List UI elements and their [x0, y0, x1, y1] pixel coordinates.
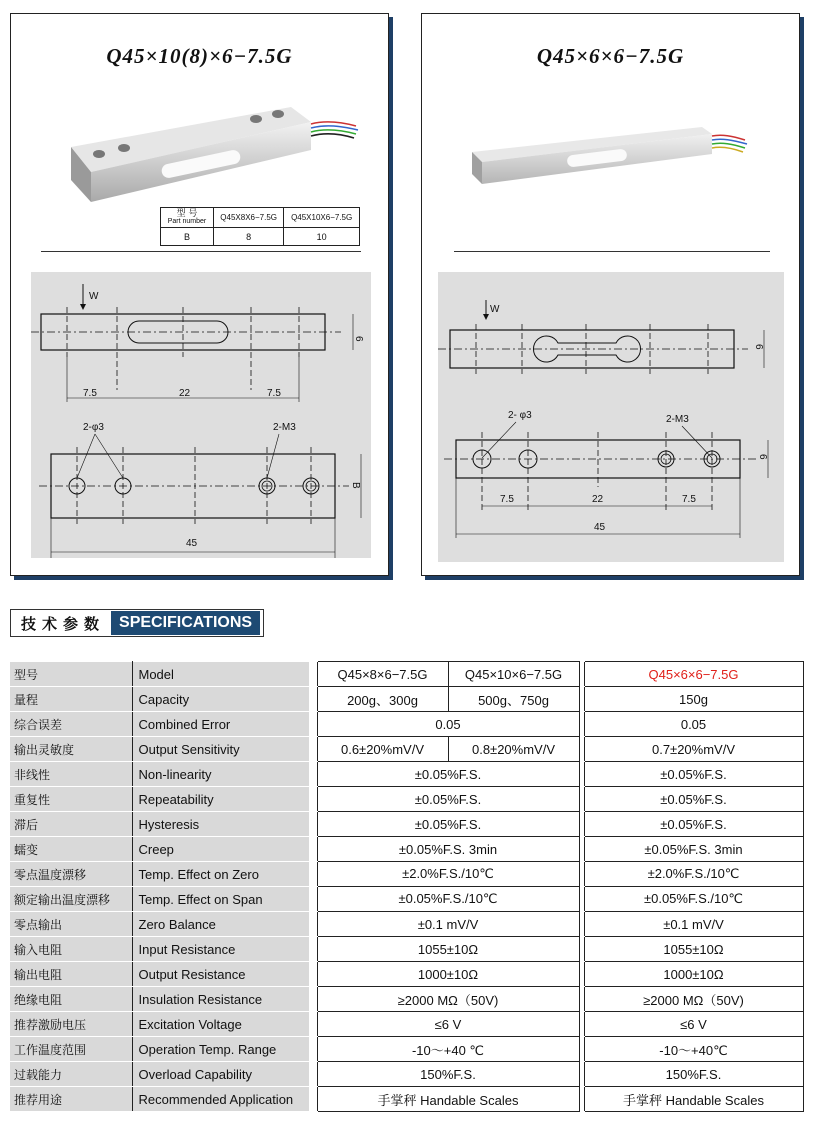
spec-row: [10, 812, 803, 837]
part-number-table: [160, 207, 360, 246]
spec-label-cn: 零点输出: [10, 912, 132, 937]
spec-label-cn: 输入电阻: [10, 937, 132, 962]
model-8-cell: Q45X8X6−7.5G: [214, 208, 284, 228]
right-panel-title: Q45×6×6−7.5G: [536, 44, 685, 68]
spec-label-en: Creep: [132, 837, 309, 862]
spec-value-q45x6: ±0.05%F.S.: [584, 787, 803, 812]
load-cell-photo-small: [467, 122, 767, 202]
spec-label-cn: 输出电阻: [10, 962, 132, 987]
spec-value-q45x8-q45x10: ±2.0%F.S./10℃: [317, 862, 579, 887]
spec-gap: [309, 887, 317, 912]
dim-7-5-left: 7.5: [83, 388, 97, 399]
spec-value-q45x6: -10～+40℃: [584, 1037, 803, 1062]
spec-gap: [309, 787, 317, 812]
dim-width-b: B: [350, 482, 361, 489]
spec-value-q45x8-q45x10: -10～+40 ℃: [317, 1037, 579, 1062]
spec-value-q45x6: ±0.1 mV/V: [584, 912, 803, 937]
spec-gap: [309, 687, 317, 712]
spec-value-q45x10: 500g、750g: [448, 687, 579, 712]
b-value-10: 10: [284, 228, 360, 246]
spec-label-en: Operation Temp. Range: [132, 1037, 309, 1062]
spec-label-cn: 蠕变: [10, 837, 132, 862]
spec-value-q45x10: 0.8±20%mV/V: [448, 737, 579, 762]
part-number-header: 型 号 Part number: [161, 208, 214, 228]
spec-value-q45x8-q45x10: ≥2000 MΩ（50V): [317, 987, 579, 1012]
spec-gap: [309, 762, 317, 787]
spec-label-cn: 量程: [10, 687, 132, 712]
spec-label-en: Zero Balance: [132, 912, 309, 937]
spec-row: [10, 912, 803, 937]
spec-row: [10, 1012, 803, 1037]
spec-label-en: Non-linearity: [132, 762, 309, 787]
spec-label-en: Output Sensitivity: [132, 737, 309, 762]
spec-label-en: Insulation Resistance: [132, 987, 309, 1012]
spec-label-en: Hysteresis: [132, 812, 309, 837]
spec-gap: [309, 862, 317, 887]
spec-label-cn: 综合误差: [10, 712, 132, 737]
spec-value-q45x6: Q45×6×6−7.5G: [584, 662, 803, 687]
dim-7-5-left-right: 7.5: [500, 494, 514, 505]
divider-line: [41, 251, 361, 252]
spec-label-cn: 重复性: [10, 787, 132, 812]
dim-height-right: 6: [753, 344, 764, 350]
spec-label-cn: 推荐激励电压: [10, 1012, 132, 1037]
dim-length: 45: [186, 538, 198, 549]
spec-value-q45x6: 0.7±20%mV/V: [584, 737, 803, 762]
spec-value-q45x6: 0.05: [584, 712, 803, 737]
spec-row: [10, 762, 803, 787]
spec-value-q45x8: Q45×8×6−7.5G: [317, 662, 448, 687]
thread-label-right: 2-M3: [666, 414, 689, 425]
spec-value-q45x6: ±0.05%F.S. 3min: [584, 837, 803, 862]
load-label-right: W: [490, 304, 500, 315]
spec-value-q45x8-q45x10: ±0.05%F.S./10℃: [317, 887, 579, 912]
spec-gap: [309, 962, 317, 987]
b-value-8: 8: [214, 228, 284, 246]
spec-value-q45x8-q45x10: ±0.05%F.S.: [317, 812, 579, 837]
spec-value-q45x8-q45x10: ±0.05%F.S.: [317, 762, 579, 787]
spec-label-en: Overload Capability: [132, 1062, 309, 1087]
spec-label-en: Combined Error: [132, 712, 309, 737]
left-panel-title: Q45×10(8)×6−7.5G: [106, 44, 293, 68]
spec-label-en: Capacity: [132, 687, 309, 712]
spec-value-q45x6: 手掌秤 Handable Scales: [584, 1087, 803, 1112]
spec-label-en: Output Resistance: [132, 962, 309, 987]
spec-gap: [309, 912, 317, 937]
spec-gap: [309, 1012, 317, 1037]
spec-row: [10, 987, 803, 1012]
spec-value-q45x6: 150%F.S.: [584, 1062, 803, 1087]
spec-value-q45x6: ±0.05%F.S.: [584, 762, 803, 787]
spec-value-q45x6: 150g: [584, 687, 803, 712]
spec-label-en: Input Resistance: [132, 937, 309, 962]
left-dimension-drawing: [31, 272, 371, 558]
spec-value-q45x10: Q45×10×6−7.5G: [448, 662, 579, 687]
spec-value-q45x6: ≥2000 MΩ（50V): [584, 987, 803, 1012]
spec-value-q45x6: 1000±10Ω: [584, 962, 803, 987]
model-10-cell: Q45X10X6−7.5G: [284, 208, 360, 228]
spec-value-q45x8-q45x10: 1000±10Ω: [317, 962, 579, 987]
b-label-cell: B: [161, 228, 214, 246]
spec-value-q45x6: ±0.05%F.S.: [584, 812, 803, 837]
specifications-table: [10, 661, 804, 1112]
spec-value-q45x6: ±2.0%F.S./10℃: [584, 862, 803, 887]
spec-gap: [309, 1087, 317, 1112]
spec-row: [10, 887, 803, 912]
spec-row: [10, 787, 803, 812]
spec-label-cn: 零点温度漂移: [10, 862, 132, 887]
spec-value-q45x8-q45x10: ±0.05%F.S.: [317, 787, 579, 812]
spec-value-q45x8-q45x10: ±0.1 mV/V: [317, 912, 579, 937]
load-cell-photo: [66, 102, 366, 202]
spec-row: [10, 1037, 803, 1062]
dim-width-right: 6: [757, 454, 768, 460]
spec-label-en: Repeatability: [132, 787, 309, 812]
spec-row: [10, 662, 803, 687]
spec-row: [10, 837, 803, 862]
spec-gap: [309, 837, 317, 862]
spec-label-en: Excitation Voltage: [132, 1012, 309, 1037]
spec-gap: [309, 1062, 317, 1087]
dim-22-right: 22: [592, 494, 604, 505]
dim-length-right: 45: [594, 522, 606, 533]
spec-label-en: Temp. Effect on Zero: [132, 862, 309, 887]
spec-value-q45x8-q45x10: ±0.05%F.S. 3min: [317, 837, 579, 862]
dim-7-5-right: 7.5: [267, 388, 281, 399]
right-dimension-drawing: [438, 272, 784, 562]
spec-label-cn: 工作温度范围: [10, 1037, 132, 1062]
spec-label-en: Temp. Effect on Span: [132, 887, 309, 912]
spec-label-en: Model: [132, 662, 309, 687]
spec-label-en: Recommended Application: [132, 1087, 309, 1112]
spec-gap: [309, 737, 317, 762]
load-label: W: [89, 291, 99, 302]
dim-22: 22: [179, 388, 191, 399]
divider-line-right: [454, 251, 770, 252]
spec-label-cn: 绝缘电阻: [10, 987, 132, 1012]
hole-label: 2-φ3: [83, 422, 104, 433]
spec-label-cn: 输出灵敏度: [10, 737, 132, 762]
spec-label-cn: 滞后: [10, 812, 132, 837]
spec-row: [10, 712, 803, 737]
spec-value-q45x8: 0.6±20%mV/V: [317, 737, 448, 762]
spec-row: [10, 937, 803, 962]
spec-value-q45x8: 200g、300g: [317, 687, 448, 712]
spec-title-en: SPECIFICATIONS: [111, 611, 260, 635]
spec-value-q45x8-q45x10: ≤6 V: [317, 1012, 579, 1037]
spec-gap: [309, 662, 317, 687]
spec-row: [10, 862, 803, 887]
spec-row: [10, 1087, 803, 1112]
spec-gap: [309, 712, 317, 737]
spec-value-q45x8-q45x10: 0.05: [317, 712, 579, 737]
spec-value-q45x8-q45x10: 手掌秤 Handable Scales: [317, 1087, 579, 1112]
dim-height: 6: [353, 336, 364, 342]
spec-title-cn: 技术参数: [21, 614, 106, 633]
spec-label-cn: 推荐用途: [10, 1087, 132, 1112]
spec-row: [10, 737, 803, 762]
spec-label-cn: 非线性: [10, 762, 132, 787]
spec-gap: [309, 937, 317, 962]
left-product-panel: [10, 13, 389, 576]
spec-label-cn: 过载能力: [10, 1062, 132, 1087]
spec-value-q45x8-q45x10: 150%F.S.: [317, 1062, 579, 1087]
spec-value-q45x8-q45x10: 1055±10Ω: [317, 937, 579, 962]
specifications-header: [10, 609, 264, 637]
dim-7-5-right-right: 7.5: [682, 494, 696, 505]
right-product-panel: [421, 13, 800, 576]
spec-row: [10, 962, 803, 987]
hole-label-right: 2- φ3: [508, 410, 532, 421]
spec-gap: [309, 812, 317, 837]
spec-gap: [309, 1037, 317, 1062]
spec-label-cn: 额定输出温度漂移: [10, 887, 132, 912]
spec-row: [10, 1062, 803, 1087]
thread-label: 2-M3: [273, 422, 296, 433]
spec-value-q45x6: ≤6 V: [584, 1012, 803, 1037]
spec-gap: [309, 987, 317, 1012]
spec-value-q45x6: 1055±10Ω: [584, 937, 803, 962]
spec-row: [10, 687, 803, 712]
spec-label-cn: 型号: [10, 662, 132, 687]
spec-value-q45x6: ±0.05%F.S./10℃: [584, 887, 803, 912]
